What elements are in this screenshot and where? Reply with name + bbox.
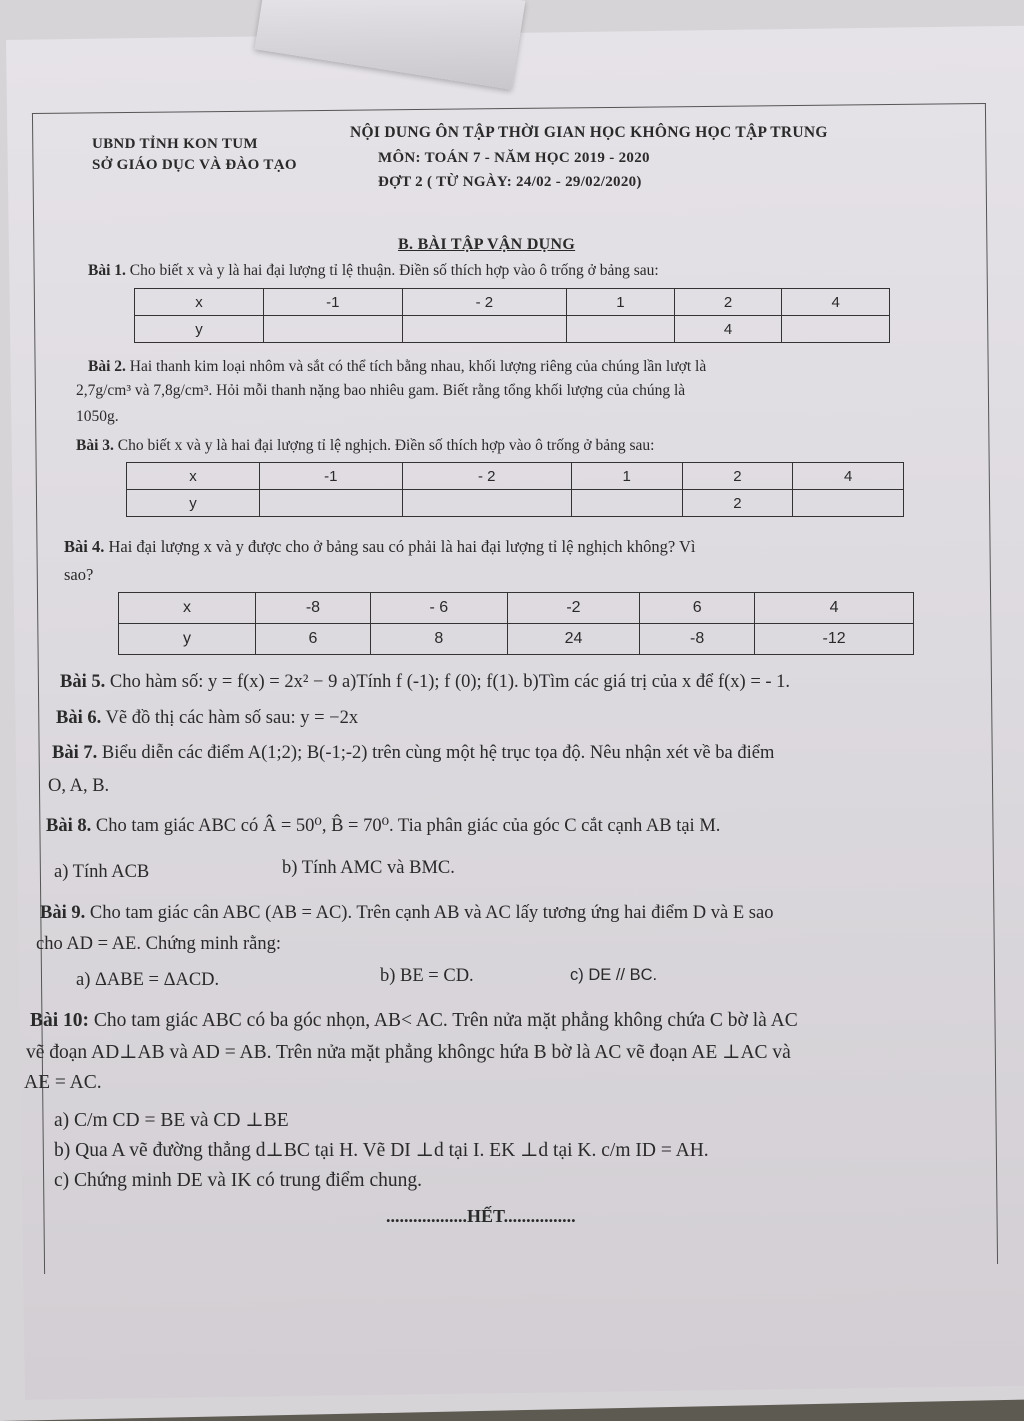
bai3-text: Cho biết x và y là hai đại lượng tỉ lệ nghịch. Điền số thích hợp vào ô trống ở bảng sau: — [113, 437, 655, 454]
table-cell: -1 — [260, 463, 403, 490]
bai4-label: Bài 4. — [64, 537, 105, 556]
bai9-line-2: cho AD = AE. Chứng minh rằng: — [36, 934, 282, 954]
bai10-text: Cho tam giác ABC có ba góc nhọn, AB< AC. Trên nửa mặt phẳng không chứa C bờ là AC — [89, 1010, 798, 1031]
bai10-label: Bài 10: — [30, 1010, 90, 1031]
table-cell: 6 — [640, 593, 755, 624]
table-cell: 4 — [782, 289, 890, 316]
bai3-prompt — [76, 437, 654, 455]
bai4-line-2: sao? — [64, 565, 94, 584]
table-row — [135, 289, 890, 316]
bai2-line-1 — [88, 358, 706, 376]
bai9-line-1 — [40, 903, 773, 924]
table-row — [127, 490, 904, 517]
bai8-label: Bài 8. — [46, 816, 92, 836]
bai9-label: Bài 9. — [40, 903, 86, 923]
bai5 — [60, 672, 790, 693]
bai10-part-c: c) Chứng minh DE và IK có trung điểm chung. — [54, 1170, 422, 1191]
bai7-line-1 — [52, 743, 774, 764]
table-cell: - 2 — [402, 289, 567, 316]
table-cell: x — [135, 289, 264, 316]
bai5-label: Bài 5. — [60, 672, 106, 692]
bai8-text: Cho tam giác ABC có Â = 50⁰, B̂ = 70⁰. Tia phân giác của góc C cắt cạnh AB tại M. — [91, 816, 721, 836]
table-cell: 2 — [682, 490, 793, 517]
bai8-part-b: b) Tính AMC và BMC. — [282, 858, 455, 878]
table-cell: 2 — [682, 463, 793, 490]
bai7-line-2: O, A, B. — [48, 776, 110, 796]
bai10-line-2: vẽ đoạn AD⊥AB và AD = AB. Trên nửa mặt phẳng khôngc hứa B bờ là AC vẽ đoạn AE ⊥AC và — [26, 1042, 791, 1063]
table-cell — [782, 316, 890, 343]
table-row — [135, 316, 890, 343]
end-marker: ..................HẾT................ — [386, 1206, 576, 1226]
bai9-part-a: a) ΔABE = ΔACD. — [76, 970, 220, 990]
bai5-text: Cho hàm số: y = f(x) = 2x² − 9 a)Tính f (-1); f (0); f(1). b)Tìm các giá trị của x để f(x) = - 1. — [105, 672, 791, 692]
table-cell — [571, 490, 682, 517]
bai9-part-b: b) BE = CD. — [380, 966, 474, 986]
bai1-label: Bài 1. — [88, 262, 126, 279]
bai8-part-a: a) Tính ACB — [54, 862, 150, 882]
table-row — [119, 593, 914, 624]
bai10-part-b: b) Qua A vẽ đường thẳng d⊥BC tại H. Vẽ DI ⊥d tại I. EK ⊥d tại K. c/m ID = AH. — [54, 1140, 709, 1161]
bai2-line-3: 1050g. — [76, 408, 119, 425]
table-row — [127, 463, 904, 490]
bai1-prompt — [88, 262, 659, 280]
bai2-label: Bài 2. — [88, 358, 126, 375]
doc-title-line-3: ĐỢT 2 ( TỪ NGÀY: 24/02 - 29/02/2020) — [378, 174, 642, 190]
table-cell: -8 — [640, 624, 755, 655]
doc-title-line-1: NỘI DUNG ÔN TẬP THỜI GIAN HỌC KHÔNG HỌC TẬP TRUNG — [350, 124, 828, 141]
bai3-label: Bài 3. — [76, 437, 114, 454]
table-cell: y — [119, 624, 256, 655]
bai6 — [56, 708, 358, 729]
bai1-table — [134, 288, 890, 343]
table-cell — [567, 316, 675, 343]
bai4-text: Hai đại lượng x và y được cho ở bảng sau có phải là hai đại lượng tỉ lệ nghịch không? Vì — [104, 537, 696, 556]
bai10-line-3: AE = AC. — [24, 1072, 102, 1093]
bai8 — [46, 815, 720, 837]
bai3-table — [126, 462, 904, 517]
table-cell: -8 — [256, 593, 371, 624]
table-cell: 4 — [793, 463, 904, 490]
org-line-2: SỞ GIÁO DỤC VÀ ĐÀO TẠO — [92, 157, 297, 173]
table-cell — [793, 490, 904, 517]
doc-title-line-2: MÔN: TOÁN 7 - NĂM HỌC 2019 - 2020 — [378, 150, 650, 166]
bai1-text: Cho biết x và y là hai đại lượng tỉ lệ thuận. Điền số thích hợp vào ô trống ở bảng sau: — [125, 262, 659, 279]
bai7-label: Bài 7. — [52, 743, 98, 763]
table-cell: 8 — [370, 624, 507, 655]
table-row — [119, 624, 914, 655]
bai2-text: Hai thanh kim loại nhôm và sắt có thể tích bằng nhau, khối lượng riêng của chúng lần lượt là — [125, 358, 707, 375]
bai2-line-2: 2,7g/cm³ và 7,8g/cm³. Hỏi mỗi thanh nặng bao nhiêu gam. Biết rằng tổng khối lượng của chúng là — [76, 382, 686, 399]
table-cell: - 2 — [402, 463, 571, 490]
section-title: B. BÀI TẬP VẬN DỤNG — [398, 236, 576, 253]
table-cell — [264, 316, 403, 343]
table-cell — [402, 316, 567, 343]
bai4-table — [118, 592, 914, 655]
bai10-part-a: a) C/m CD = BE và CD ⊥BE — [54, 1110, 289, 1131]
bai4-line-1 — [64, 537, 695, 557]
org-line-1: UBND TỈNH KON TUM — [92, 136, 258, 152]
table-cell: 4 — [674, 316, 782, 343]
bai6-text: Vẽ đồ thị các hàm số sau: y = −2x — [101, 708, 359, 728]
table-cell: 6 — [256, 624, 371, 655]
table-cell: -2 — [507, 593, 640, 624]
table-cell: y — [127, 490, 260, 517]
table-cell: y — [135, 316, 264, 343]
table-cell: -1 — [264, 289, 403, 316]
table-cell: x — [127, 463, 260, 490]
table-cell: 24 — [507, 624, 640, 655]
bai10-line-1 — [30, 1010, 798, 1032]
table-cell: 2 — [674, 289, 782, 316]
table-cell: 1 — [567, 289, 675, 316]
table-cell — [260, 490, 403, 517]
table-cell: 1 — [571, 463, 682, 490]
table-cell: - 6 — [370, 593, 507, 624]
table-cell: x — [119, 593, 256, 624]
bai6-label: Bài 6. — [56, 708, 102, 728]
bai9-part-c: c) DE // BC. — [570, 966, 658, 984]
bai9-text: Cho tam giác cân ABC (AB = AC). Trên cạnh AB và AC lấy tương ứng hai điểm D và E sao — [85, 903, 774, 923]
table-cell: -12 — [755, 624, 914, 655]
table-cell: 4 — [755, 593, 914, 624]
bai7-text: Biểu diễn các điểm A(1;2); B(-1;-2) trên cùng một hệ trục tọa độ. Nêu nhận xét về ba điểm — [97, 743, 775, 763]
table-cell — [402, 490, 571, 517]
